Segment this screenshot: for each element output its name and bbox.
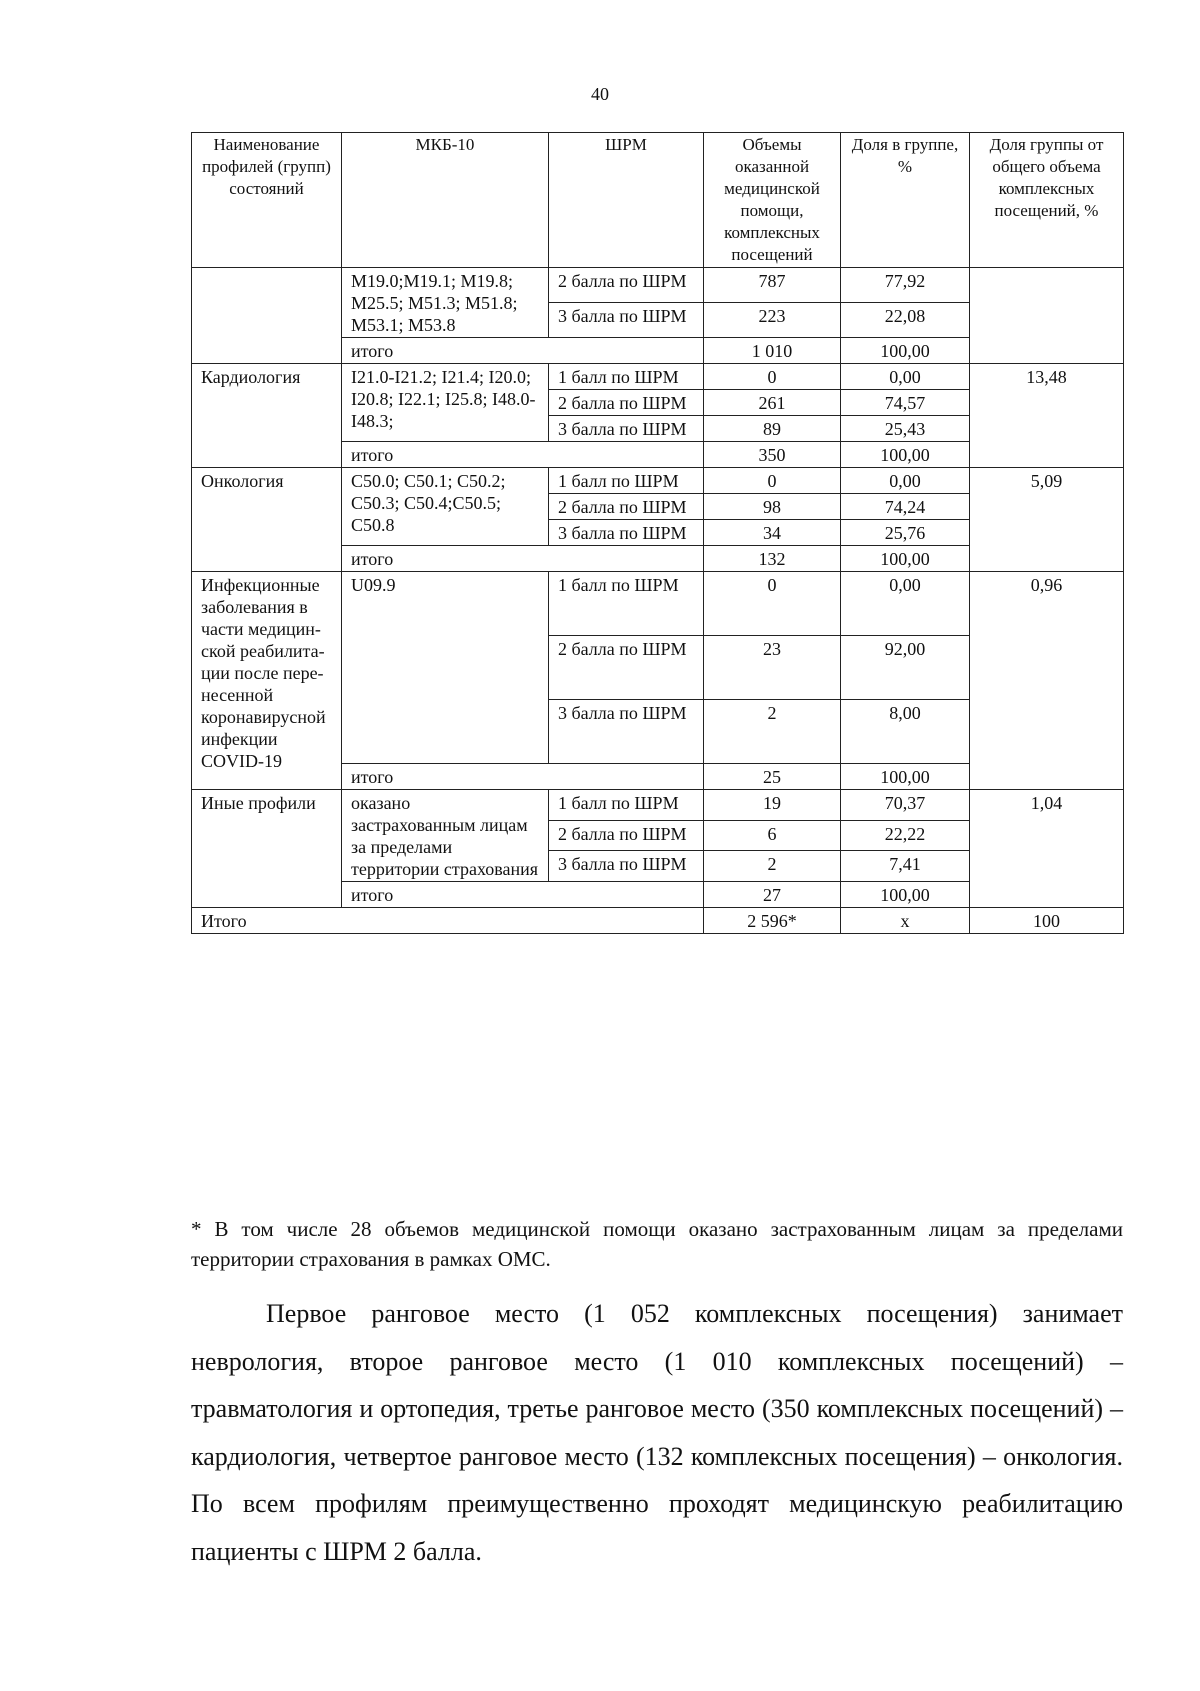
profile-cell: Инфекционные заболевания в части медицин-ской реабилита-ции после пере-несенной коронавирусной инфекции COVID-19	[192, 572, 342, 790]
page-number: 40	[591, 84, 609, 104]
volume-cell: 2	[704, 851, 841, 882]
table-row	[192, 790, 1124, 821]
share-cell: 7,41	[841, 851, 970, 882]
volume-cell: 0	[704, 572, 841, 636]
total-share-cell: 100,00	[841, 338, 970, 364]
profile-cell: Онкология	[192, 468, 342, 572]
total-volume-cell: 1 010	[704, 338, 841, 364]
grand-total-share-total: 100	[970, 908, 1124, 934]
share-cell: 74,57	[841, 390, 970, 416]
table-row	[192, 468, 1124, 494]
total-label-cell: итого	[342, 882, 704, 908]
volume-cell: 6	[704, 820, 841, 851]
total-share-cell: 100,00	[841, 546, 970, 572]
shrm-cell: 1 балл по ШРМ	[549, 364, 704, 390]
total-label-cell: итого	[342, 338, 704, 364]
table-footnote: * В том числе 28 объемов медицинской помощи оказано застрахованным лицам за пределами территории страхования в рамках ОМС.	[191, 1217, 1123, 1271]
share-cell: 77,92	[841, 268, 970, 303]
total-label-cell: итого	[342, 546, 704, 572]
total-volume-cell: 27	[704, 882, 841, 908]
header-share-total: Доля группы от общего объема комплексных посещений, %	[970, 133, 1124, 268]
header-profile: Наименование профилей (групп) состояний	[192, 133, 342, 268]
share-total-cell: 0,96	[970, 572, 1124, 790]
shrm-cell: 2 балла по ШРМ	[549, 390, 704, 416]
shrm-cell: 1 балл по ШРМ	[549, 790, 704, 821]
share-cell: 22,08	[841, 303, 970, 338]
share-cell: 92,00	[841, 636, 970, 700]
share-cell: 25,76	[841, 520, 970, 546]
shrm-cell: 2 балла по ШРМ	[549, 268, 704, 303]
profile-cell: Иные профили	[192, 790, 342, 908]
share-cell: 0,00	[841, 468, 970, 494]
table-row	[192, 572, 1124, 636]
shrm-cell: 3 балла по ШРМ	[549, 520, 704, 546]
table-header-row	[192, 133, 1124, 268]
header-shrm: ШРМ	[549, 133, 704, 268]
grand-total-label: Итого	[192, 908, 704, 934]
total-volume-cell: 25	[704, 764, 841, 790]
grand-total-volume: 2 596*	[704, 908, 841, 934]
table-row	[192, 364, 1124, 390]
share-total-cell: 5,09	[970, 468, 1124, 572]
total-share-cell: 100,00	[841, 442, 970, 468]
volume-cell: 2	[704, 700, 841, 764]
shrm-cell: 3 балла по ШРМ	[549, 851, 704, 882]
shrm-cell: 1 балл по ШРМ	[549, 468, 704, 494]
mkb-cell: C50.0; C50.1; C50.2; C50.3; C50.4;C50.5; C50.8	[342, 468, 549, 546]
share-total-cell	[970, 268, 1124, 364]
shrm-cell: 2 балла по ШРМ	[549, 820, 704, 851]
volume-cell: 223	[704, 303, 841, 338]
volume-cell: 787	[704, 268, 841, 303]
shrm-cell: 3 балла по ШРМ	[549, 416, 704, 442]
share-total-cell: 1,04	[970, 790, 1124, 908]
volume-cell: 23	[704, 636, 841, 700]
body-paragraph: Первое ранговое место (1 052 комплексных посещения) занимает неврология, второе ранговое место (1 010 комплексных посещений) – травматология и ортопедия, третье ранговое место (350 комплексных посещений) – кардиология, четвертое ранговое место (132 комплексных посещения) – онкология. По всем профилям преимущественно проходят медицинскую реабилитацию пациенты с ШРМ 2 балла.	[191, 1299, 1123, 1566]
total-label-cell: итого	[342, 442, 704, 468]
volume-cell: 261	[704, 390, 841, 416]
shrm-cell: 3 балла по ШРМ	[549, 303, 704, 338]
table-row	[192, 268, 1124, 303]
share-cell: 74,24	[841, 494, 970, 520]
mkb-cell: M19.0;M19.1; M19.8; M25.5; M51.3; M51.8; M53.1; M53.8	[342, 268, 549, 338]
share-cell: 8,00	[841, 700, 970, 764]
shrm-cell: 3 балла по ШРМ	[549, 700, 704, 764]
share-total-cell: 13,48	[970, 364, 1124, 468]
shrm-cell: 2 балла по ШРМ	[549, 494, 704, 520]
share-cell: 0,00	[841, 364, 970, 390]
rehabilitation-volume-table	[191, 132, 1124, 934]
header-share-group: Доля в группе, %	[841, 133, 970, 268]
volume-cell: 89	[704, 416, 841, 442]
total-label-cell: итого	[342, 764, 704, 790]
total-share-cell: 100,00	[841, 764, 970, 790]
total-volume-cell: 350	[704, 442, 841, 468]
header-volume: Объемы оказанной медицинской помощи, комплексных посещений	[704, 133, 841, 268]
total-share-cell: 100,00	[841, 882, 970, 908]
shrm-cell: 1 балл по ШРМ	[549, 572, 704, 636]
volume-cell: 0	[704, 364, 841, 390]
shrm-cell: 2 балла по ШРМ	[549, 636, 704, 700]
header-mkb: МКБ-10	[342, 133, 549, 268]
mkb-cell: I21.0-I21.2; I21.4; I20.0; I20.8; I22.1; I25.8; I48.0-I48.3;	[342, 364, 549, 442]
mkb-cell: оказано застрахованным лицам за пределами территории страхования	[342, 790, 549, 882]
total-volume-cell: 132	[704, 546, 841, 572]
mkb-cell: U09.9	[342, 572, 549, 764]
profile-cell	[192, 268, 342, 364]
share-cell: 22,22	[841, 820, 970, 851]
volume-cell: 0	[704, 468, 841, 494]
grand-total-row	[192, 908, 1124, 934]
share-cell: 0,00	[841, 572, 970, 636]
volume-cell: 19	[704, 790, 841, 821]
share-cell: 25,43	[841, 416, 970, 442]
share-cell: 70,37	[841, 790, 970, 821]
volume-cell: 34	[704, 520, 841, 546]
profile-cell: Кардиология	[192, 364, 342, 468]
grand-total-share: x	[841, 908, 970, 934]
volume-cell: 98	[704, 494, 841, 520]
